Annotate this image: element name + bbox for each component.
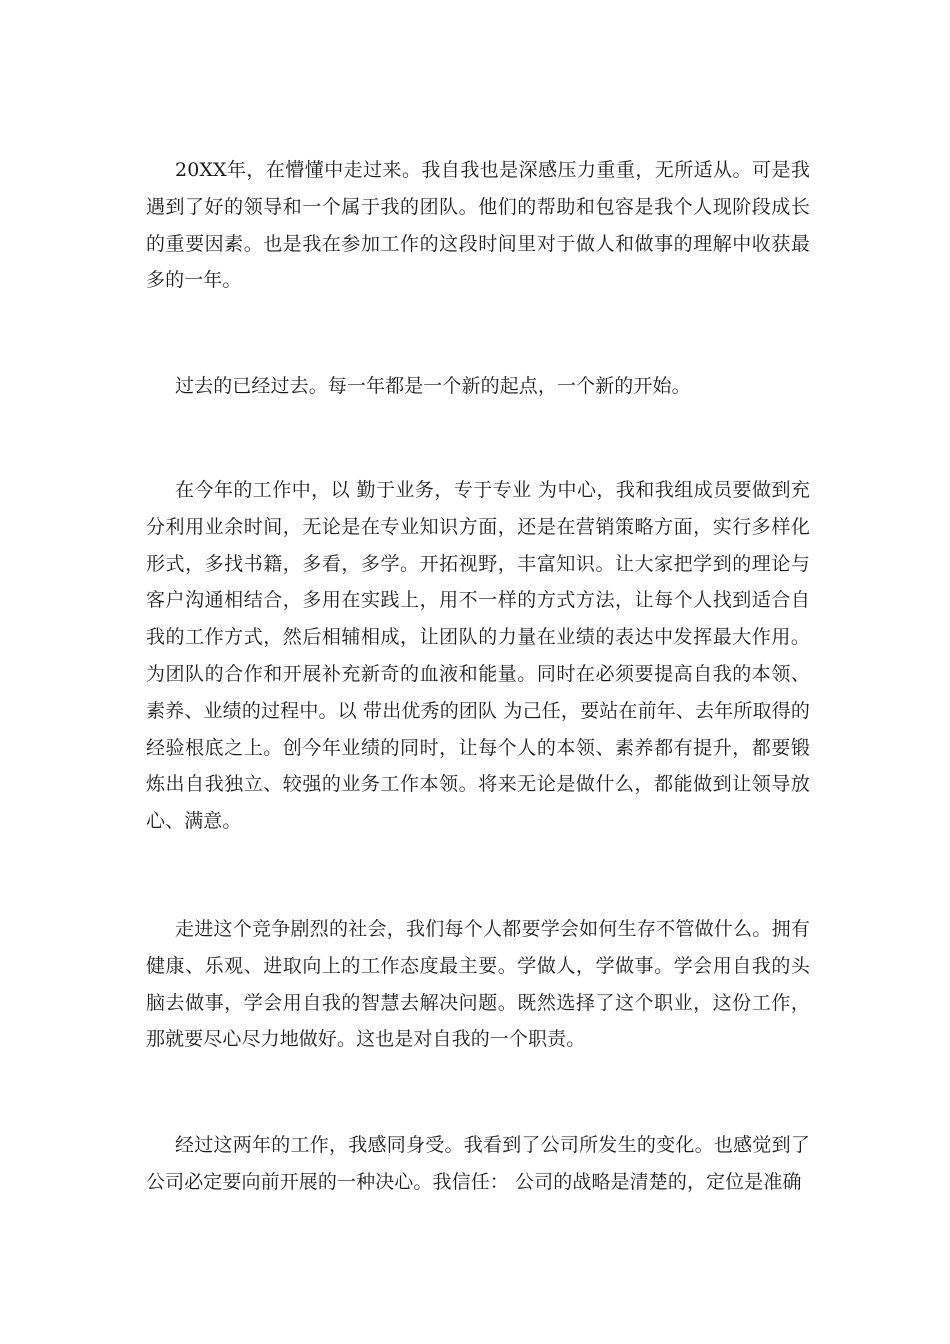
paragraph-1: 20XX年，在懵懂中走过来。我自我也是深感压力重重，无所适从。可是我遇到了好的领导和一个属于我的团队。他们的帮助和包容是我个人现阶段成长的重要因素。也是我在参加工作的这段时间里对于做人和做事的理解中收获最多的一年。 <box>146 159 810 292</box>
paragraph-5: 经过这两年的工作，我感同身受。我看到了公司所发生的变化。也感觉到了公司必定要向前开展的一种决心。我信任： 公司的战略是清楚的，定位是准确 <box>146 1134 810 1193</box>
paragraph-2: 过去的已经过去。每一年都是一个新的起点，一个新的开始。 <box>175 375 691 397</box>
paragraph-4: 走进这个竞争剧烈的社会，我们每个人都要学会如何生存不管做什么。拥有健康、乐观、进取向上的工作态度最主要。学做人，学做事。学会用自我的头脑去做事，学会用自我的智慧去解决问题。既然选择了这个职业，这份工作，那就要尽心尽力地做好。这也是对自我的一个职责。 <box>146 918 810 1051</box>
paragraph-3: 在今年的工作中，以 勤于业务，专于专业 为中心，我和我组成员要做到充分利用业余时间，无论是在专业知识方面，还是在营销策略方面，实行多样化形式，多找书籍，多看，多学。开拓视野，丰富知识。让大家把学到的理论与客户沟通相结合，多用在实践上，用不一样的方式方法，让每个人找到适合自我的工作方式，然后相辅相成，让团队的力量在业绩的表达中发挥最大作用。为团队的合作和开展补充新奇的血液和能量。同时在必须要提高自我的本领、素养、业绩的过程中。以 带出优秀的团队 为己任，要站在前年、去年所取得的经验根底之上。创今年业绩的同时，让每个人的本领、素养都有提升，都要锻炼出自我独立、较强的业务工作本领。将来无论是做什么，都能做到让领导放心、满意。 <box>146 479 810 833</box>
